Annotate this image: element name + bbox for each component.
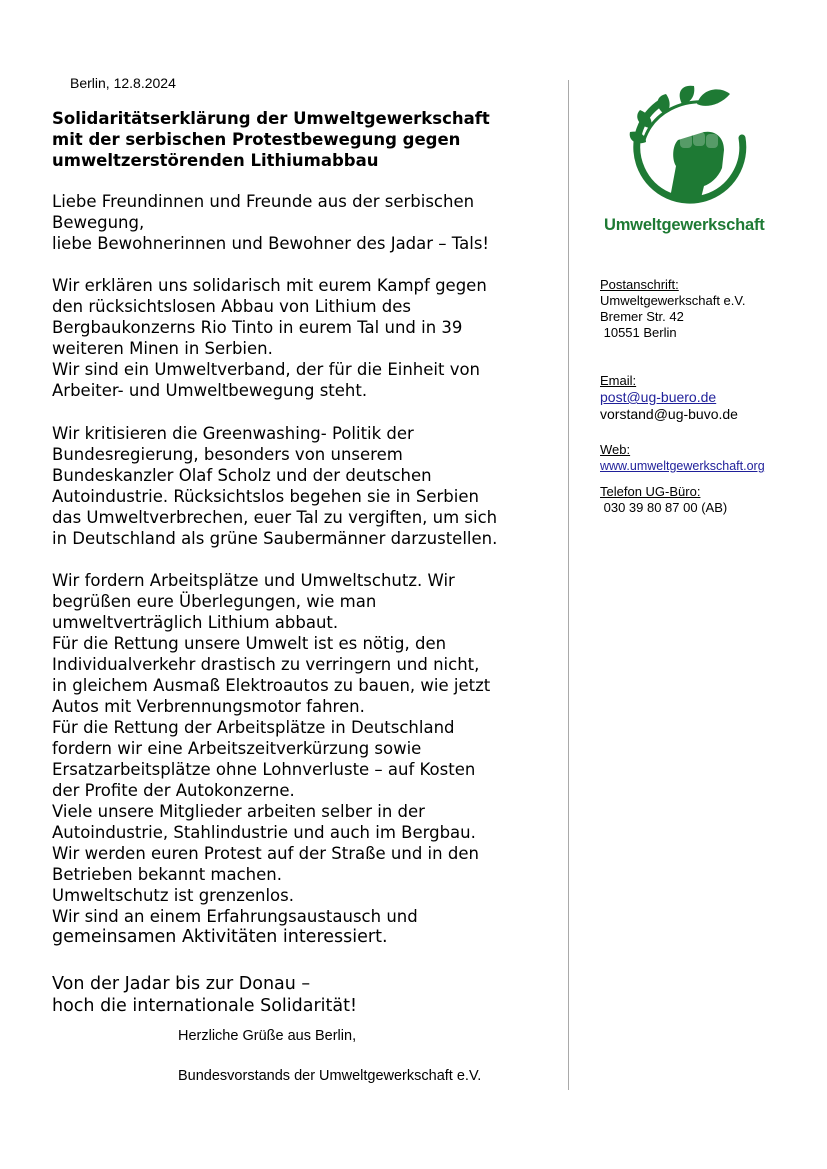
text-line: Für die Rettung unsere Umwelt ist es nötig, den xyxy=(52,634,447,653)
text-line: Wir kritisieren die Greenwashing- Politik der xyxy=(52,424,414,443)
text-line: Von der Jadar bis zur Donau – xyxy=(52,974,311,994)
text-line: den rücksichtslosen Abbau von Lithium des xyxy=(52,297,411,316)
phone-block xyxy=(600,484,727,516)
text-line: in Deutschland als grüne Saubermänner darzustellen. xyxy=(52,529,498,548)
paragraph-demands xyxy=(52,570,557,948)
text-line: umweltverträglich Lithium abbaut. xyxy=(52,613,339,632)
address-line: 10551 Berlin xyxy=(600,325,677,340)
text-line: Liebe Freundinnen und Freunde aus der serbischen xyxy=(52,192,475,211)
logo-text: Umweltgewerkschaft xyxy=(604,216,765,234)
email-primary-link[interactable]: post@ug-buero.de xyxy=(600,389,717,405)
greeting: Herzliche Grüße aus Berlin, xyxy=(178,1028,357,1044)
text-line: Betrieben bekannt machen. xyxy=(52,865,282,884)
address-heading: Postanschrift: xyxy=(600,277,679,292)
text-line: Für die Rettung der Arbeitsplätze in Deutschland xyxy=(52,718,455,737)
text-line: Autoindustrie, Stahlindustrie und auch im Bergbau. xyxy=(52,823,476,842)
address-line: Bremer Str. 42 xyxy=(600,309,684,324)
salutation xyxy=(52,191,557,254)
closing-slogan xyxy=(52,973,557,1017)
text-line: hoch die internationale Solidarität! xyxy=(52,996,357,1016)
text-line: Wir fordern Arbeitsplätze und Umweltschutz. Wir xyxy=(52,571,455,590)
text-line: Bundesregierung, besonders von unserem xyxy=(52,445,403,464)
text-line: das Umweltverbrechen, euer Tal zu vergiften, um sich xyxy=(52,508,498,527)
signature: Bundesvorstands der Umweltgewerkschaft e.V. xyxy=(178,1068,482,1084)
web-block xyxy=(600,442,765,474)
text-line: Wir sind ein Umweltverband, der für die Einheit von xyxy=(52,360,481,379)
text-line: gemeinsamen Aktivitäten interessiert. xyxy=(52,927,388,947)
web-link[interactable]: www.umweltgewerkschaft.org xyxy=(600,459,765,473)
text-line: Bundeskanzler Olaf Scholz und der deutschen xyxy=(52,466,432,485)
text-line: weiteren Minen in Serbien. xyxy=(52,339,273,358)
text-line: liebe Bewohnerinnen und Bewohner des Jadar – Tals! xyxy=(52,234,490,253)
letter-date: Berlin, 12.8.2024 xyxy=(70,75,176,91)
letter-title xyxy=(52,108,552,171)
phone-number: 030 39 80 87 00 (AB) xyxy=(600,500,728,515)
umweltgewerkschaft-logo xyxy=(592,80,790,250)
text-line: begrüßen eure Überlegungen, wie man xyxy=(52,592,377,611)
email-heading: Email: xyxy=(600,373,637,388)
text-line: der Profite der Autokonzerne. xyxy=(52,781,295,800)
title-line: umweltzerstörenden Lithiumabbau xyxy=(52,151,379,170)
title-line: mit der serbischen Protestbewegung gegen xyxy=(52,130,461,149)
address-line: Umweltgewerkschaft e.V. xyxy=(600,293,746,308)
text-line: Bewegung, xyxy=(52,213,145,232)
title-line: Solidaritätserklärung der Umweltgewerkschaft xyxy=(52,109,490,128)
postal-address xyxy=(600,277,745,341)
email-block xyxy=(600,373,738,423)
text-line: Bergbaukonzerns Rio Tinto in eurem Tal und in 39 xyxy=(52,318,463,337)
paragraph-solidarity xyxy=(52,275,557,401)
text-line: Arbeiter- und Umweltbewegung steht. xyxy=(52,381,368,400)
email-secondary: vorstand@ug-buvo.de xyxy=(600,406,738,422)
phone-heading: Telefon UG-Büro: xyxy=(600,484,701,499)
text-line: Wir sind an einem Erfahrungsaustausch und xyxy=(52,907,418,926)
text-line: Umweltschutz ist grenzenlos. xyxy=(52,886,294,905)
text-line: fordern wir eine Arbeitszeitverkürzung sowie xyxy=(52,739,422,758)
text-line: Individualverkehr drastisch zu verringern und nicht, xyxy=(52,655,480,674)
text-line: Autos mit Verbrennungsmotor fahren. xyxy=(52,697,365,716)
text-line: Ersatzarbeitsplätze ohne Lohnverluste – auf Kosten xyxy=(52,760,476,779)
text-line: Wir erklären uns solidarisch mit eurem Kampf gegen xyxy=(52,276,487,295)
text-line: Viele unsere Mitglieder arbeiten selber in der xyxy=(52,802,425,821)
text-line: in gleichem Ausmaß Elektroautos zu bauen, wie jetzt xyxy=(52,676,491,695)
column-divider xyxy=(568,80,569,1090)
text-line: Wir werden euren Protest auf der Straße und in den xyxy=(52,844,479,863)
text-line: Autoindustrie. Rücksichtslos begehen sie in Serbien xyxy=(52,487,479,506)
paragraph-criticism xyxy=(52,423,557,549)
web-heading: Web: xyxy=(600,442,631,457)
